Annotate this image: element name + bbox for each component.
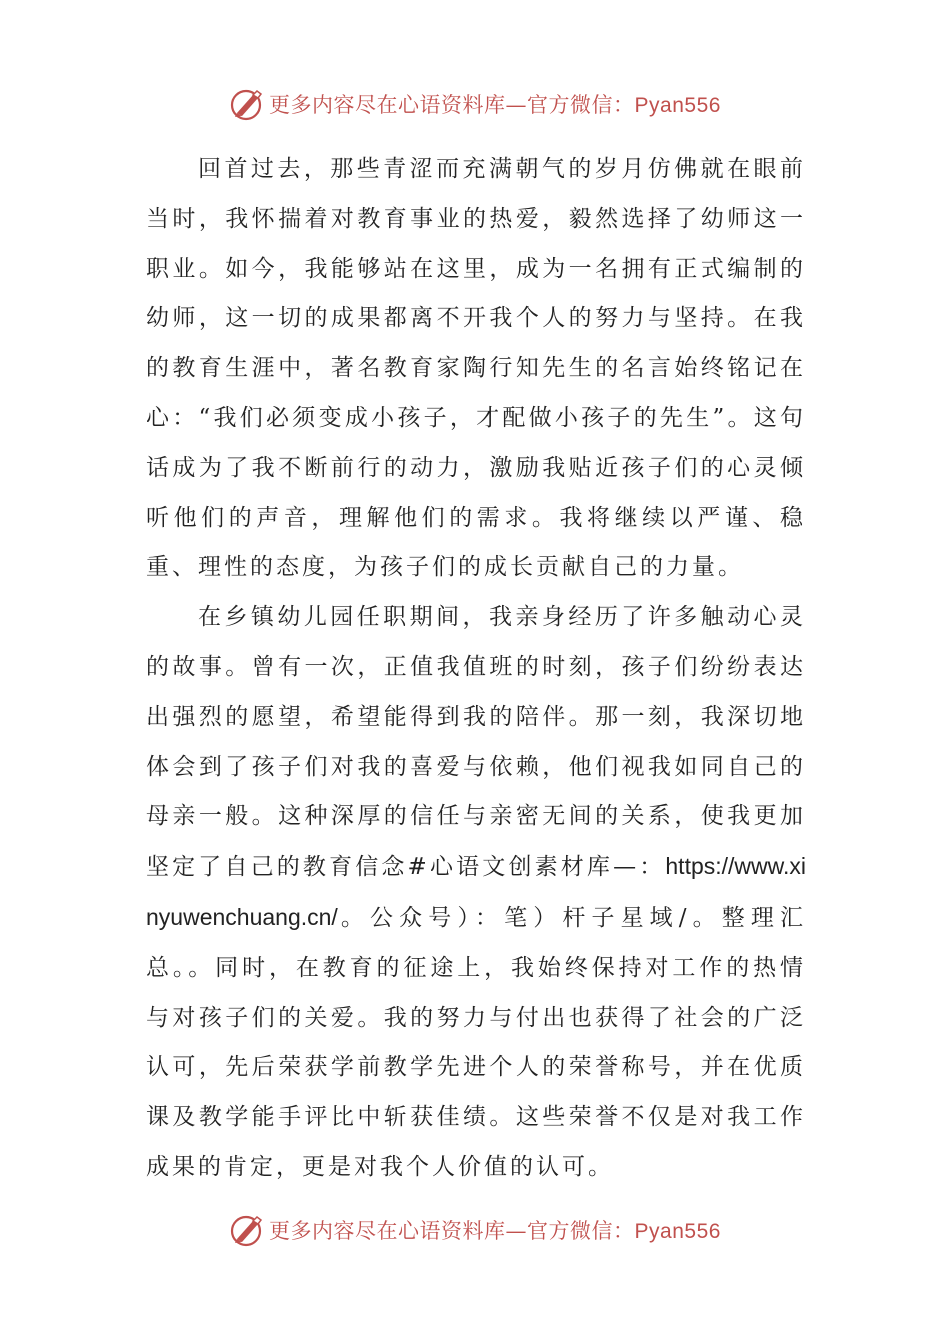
paragraph-2 [146, 593, 806, 1193]
header-banner-text: 更多内容尽在心语资料库—官方微信：Pyan556 [269, 93, 721, 117]
footer-banner-text: 更多内容尽在心语资料库—官方微信：Pyan556 [269, 1219, 721, 1243]
header-banner-wechat-id: Pyan556 [634, 94, 721, 117]
pen-nib-logo-icon [229, 86, 265, 122]
document-body [146, 145, 806, 1193]
header-banner [0, 84, 950, 124]
pen-nib-logo-icon [229, 1212, 265, 1248]
paragraph-1: 回首过去，那些青涩而充满朝气的岁月仿佛就在眼前当时，我怀揣着对教育事业的热爱，毅然选择了幼师这一职业。如今，我能够站在这里，成为一名拥有正式编制的幼师，这一切的成果都离不开我个人的努力与坚持。在我的教育生涯中，著名教育家陶行知先生的名言始终铭记在心：“我们必须变成小孩子，才配做小孩子的先生”。这句话成为了我不断前行的动力，激励我贴近孩子们的心灵倾听他们的声音，理解他们的需求。我将继续以严谨、稳重、理性的态度，为孩子们的成长贡献自己的力量。 [146, 156, 806, 581]
paragraph-2-text-after: 。公众号）：笔）杆子星域/。整理汇总。。同时，在教育的征途上，我始终保持对工作的热情与对孩子们的关爱。我的努力与付出也获得了社会的广泛认可，先后荣获学前教学先进个人的荣誉称号，并在优质课及教学能手评比中斩获佳绩。这些荣誉不仅是对我工作成果的肯定，更是对我个人价值的认可。 [146, 904, 806, 1180]
footer-banner-wechat-id: Pyan556 [634, 1220, 721, 1243]
footer-banner [0, 1210, 950, 1250]
website-url: https://www.xinyuwenchuang.cn/ [146, 853, 806, 930]
paragraph-2-text-before: 在乡镇幼儿园任职期间，我亲身经历了许多触动心灵的故事。曾有一次，正值我值班的时刻，孩子们纷纷表达出强烈的愿望，希望能得到我的陪伴。那一刻，我深切地体会到了孩子们对我的喜爱与依赖，他们视我如同自己的母亲一般。这种深厚的信任与亲密无间的关系，使我更加坚定了自己的教育信念#心语文创素材库—： [146, 604, 806, 881]
